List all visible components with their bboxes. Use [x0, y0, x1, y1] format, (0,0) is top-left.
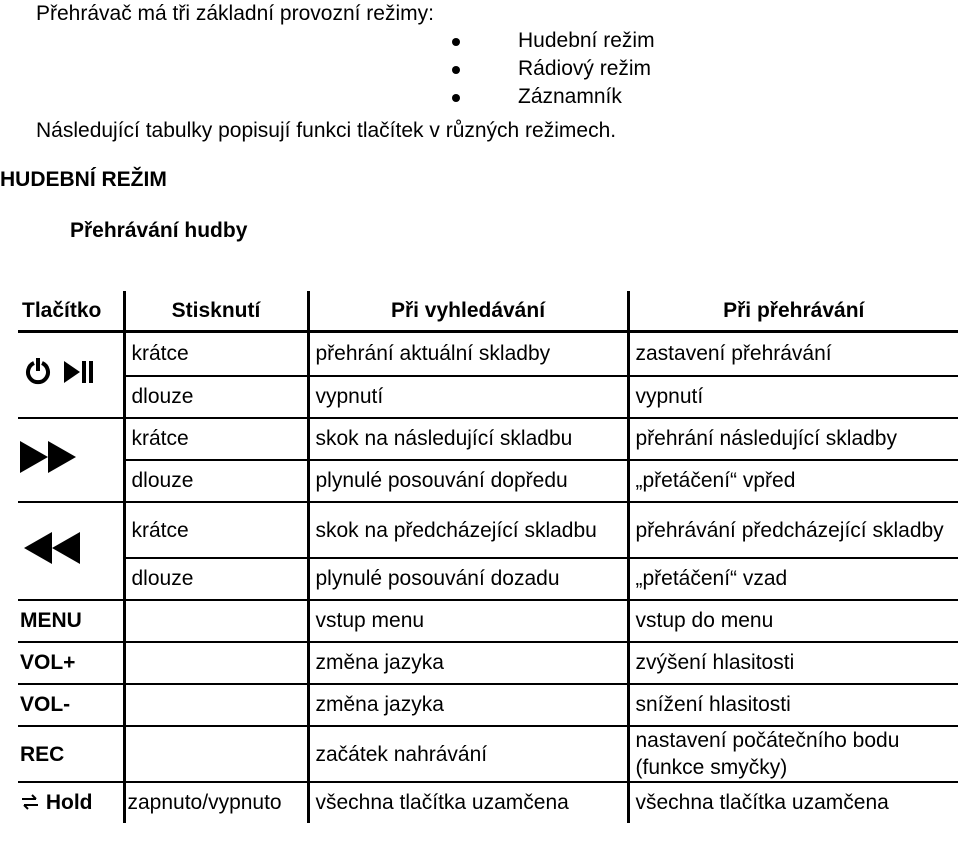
fast-forward-cell	[18, 418, 124, 502]
list-item: Rádiový režim	[452, 55, 655, 83]
play-cell: vypnutí	[628, 376, 958, 418]
table-row	[18, 332, 958, 377]
press-cell: dlouze	[124, 376, 308, 418]
search-cell: změna jazyka	[308, 642, 628, 684]
hold-button-label: Hold	[45, 791, 93, 814]
tables-description: Následující tabulky popisují funkci tlačítek v různých režimech.	[36, 119, 617, 142]
table-row	[18, 502, 958, 558]
vol-up-button-label: VOL+	[18, 642, 124, 684]
table-row	[18, 600, 958, 642]
menu-button-label: MENU	[18, 600, 124, 642]
table-row	[18, 376, 958, 418]
press-cell: zapnuto/vypnuto	[124, 782, 308, 823]
table-row	[18, 782, 958, 823]
play-cell: „přetáčení“ vzad	[628, 558, 958, 600]
fast-forward-icon	[18, 437, 82, 477]
hold-switch-icon	[20, 794, 40, 810]
header-press: Stisknutí	[124, 291, 308, 332]
vol-down-button-label: VOL-	[18, 684, 124, 726]
play-cell: nastavení počátečního bodu (funkce smyčky)	[628, 726, 958, 782]
table-header-row	[18, 291, 958, 332]
press-cell: dlouze	[124, 558, 308, 600]
table-row	[18, 684, 958, 726]
press-cell	[124, 726, 308, 782]
bullet-icon	[452, 94, 460, 102]
table-row	[18, 460, 958, 502]
play-cell: „přetáčení“ vpřed	[628, 460, 958, 502]
power-play-pause-icon	[18, 355, 98, 389]
modes-list	[452, 27, 655, 111]
search-cell: přehrání aktuální skladby	[308, 332, 628, 377]
search-cell: vstup menu	[308, 600, 628, 642]
press-cell	[124, 642, 308, 684]
search-cell: skok na předcházející skladbu	[308, 502, 628, 558]
header-play: Při přehrávání	[628, 291, 958, 332]
search-cell: změna jazyka	[308, 684, 628, 726]
table-row	[18, 726, 958, 782]
press-cell	[124, 600, 308, 642]
rewind-cell	[18, 502, 124, 600]
header-button: Tlačítko	[18, 291, 124, 332]
play-cell: zvýšení hlasitosti	[628, 642, 958, 684]
play-cell: zastavení přehrávání	[628, 332, 958, 377]
press-cell: krátce	[124, 332, 308, 377]
play-cell: přehrávání předcházející skladby	[628, 502, 958, 558]
play-cell: snížení hlasitosti	[628, 684, 958, 726]
play-cell: přehrání následující skladby	[628, 418, 958, 460]
section-title: HUDEBNÍ REŽIM	[0, 168, 167, 191]
play-cell: vstup do menu	[628, 600, 958, 642]
intro-text: Přehrávač má tři základní provozní režimy:	[36, 2, 434, 25]
table-row	[18, 558, 958, 600]
press-cell: dlouze	[124, 460, 308, 502]
hold-button-cell	[18, 782, 124, 823]
list-item: Hudební režim	[452, 27, 655, 55]
search-cell: vypnutí	[308, 376, 628, 418]
table-row	[18, 418, 958, 460]
search-cell: plynulé posouvání dopředu	[308, 460, 628, 502]
press-cell	[124, 684, 308, 726]
power-play-pause-cell	[18, 332, 124, 419]
rec-button-label: REC	[18, 726, 124, 782]
header-search: Při vyhledávání	[308, 291, 628, 332]
bullet-icon	[452, 66, 460, 74]
search-cell: plynulé posouvání dozadu	[308, 558, 628, 600]
table-row	[18, 642, 958, 684]
rewind-icon	[18, 528, 82, 568]
list-item: Záznamník	[452, 83, 655, 111]
press-cell: krátce	[124, 502, 308, 558]
button-function-table	[18, 291, 958, 823]
play-cell: všechna tlačítka uzamčena	[635, 791, 889, 814]
search-cell: skok na následující skladbu	[308, 418, 628, 460]
press-cell: krátce	[124, 418, 308, 460]
subsection-title: Přehrávání hudby	[70, 219, 248, 242]
search-cell: všechna tlačítka uzamčena	[308, 782, 628, 823]
bullet-icon	[452, 38, 460, 46]
search-cell: začátek nahrávání	[308, 726, 628, 782]
